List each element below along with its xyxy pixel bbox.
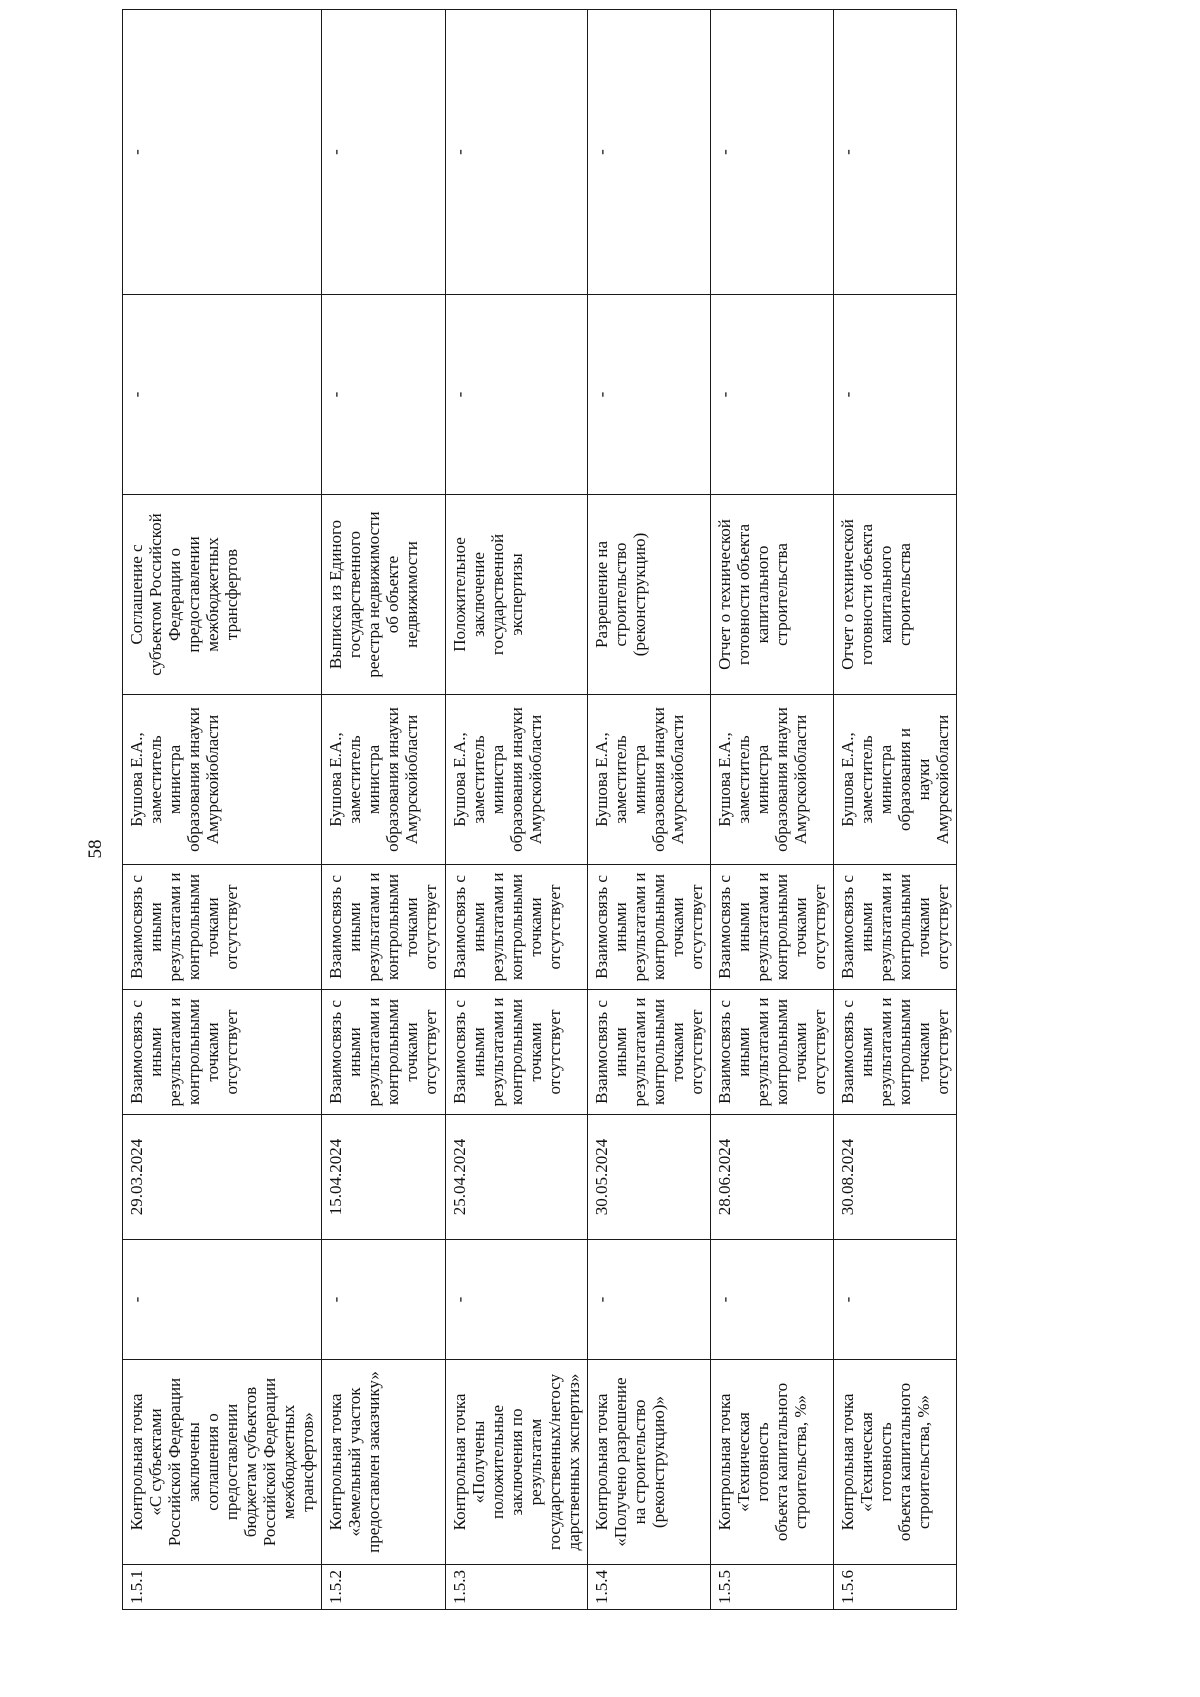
row-number-cell	[710, 1565, 833, 1610]
due-date-cell	[123, 1115, 322, 1240]
confirming-document: Соглашение с субъектом Российской Федерации о предоставлении межбюджетных трансфертов	[127, 513, 242, 676]
successors-cell	[710, 865, 833, 990]
base-value-cell	[123, 1240, 322, 1360]
responsible-person: Бушова Е.А., заместитель министра образования и науки Амурскойобласти	[838, 714, 953, 845]
notes-cell	[834, 10, 957, 295]
info-system-cell	[834, 295, 957, 495]
responsible-person: Бушова Е.А., заместитель министра образования инауки Амурскойобласти	[127, 707, 223, 852]
info-system: -	[326, 391, 346, 398]
due-date: 15.04.2024	[326, 1138, 346, 1216]
confirming-document-cell	[445, 495, 587, 695]
confirming-document-cell	[710, 495, 833, 695]
notes: -	[714, 149, 734, 155]
base-value-cell	[322, 1240, 445, 1360]
control-point-name-cell	[123, 1360, 322, 1565]
base-value: -	[591, 1296, 611, 1303]
control-point-name: Контрольная точка «Получено разрешение на строительство (реконструкцию)»	[591, 1377, 668, 1547]
table-row	[123, 10, 322, 1610]
notes: -	[449, 149, 469, 155]
responsible-person-cell	[123, 695, 322, 865]
confirming-document: Отчет о технической готовности объекта капитального строительства	[838, 519, 915, 670]
confirming-document-cell	[587, 495, 710, 695]
row-number-cell	[445, 1565, 587, 1610]
row-number: 1.5.2	[326, 1570, 346, 1604]
row-number-cell	[587, 1565, 710, 1610]
due-date: 30.08.2024	[838, 1138, 858, 1216]
confirming-document-cell	[834, 495, 957, 695]
control-point-name: Контрольная точка «Земельный участок предоставлен заказчику»	[326, 1371, 384, 1553]
table-row	[587, 10, 710, 1610]
successors-cell	[834, 865, 957, 990]
predecessors-cell	[322, 990, 445, 1115]
confirming-document: Выписка из Единого государственного реестра недвижимости об объекте недвижимости	[326, 511, 422, 678]
row-number: 1.5.3	[449, 1570, 469, 1604]
row-number: 1.5.5	[714, 1570, 734, 1604]
confirming-document-cell	[322, 495, 445, 695]
predecessors: Взаимосвязь с иными результатами и контрольными точками отсутствует	[326, 997, 441, 1107]
info-system: -	[838, 391, 858, 398]
due-date-cell	[710, 1115, 833, 1240]
base-value: -	[449, 1296, 469, 1303]
successors: Взаимосвязь с иными результатами и контрольными точками отсутствует	[838, 872, 953, 982]
control-point-name-cell	[834, 1360, 957, 1565]
predecessors-cell	[587, 990, 710, 1115]
due-date-cell	[445, 1115, 587, 1240]
notes: -	[127, 149, 146, 155]
info-system-cell	[322, 295, 445, 495]
notes-cell	[322, 10, 445, 295]
base-value: -	[838, 1296, 858, 1303]
due-date: 30.05.2024	[591, 1138, 611, 1216]
page-number: 58	[85, 839, 106, 859]
notes: -	[326, 149, 346, 155]
successors-cell	[123, 865, 322, 990]
predecessors-cell	[123, 990, 322, 1115]
confirming-document-cell	[123, 495, 322, 695]
control-point-name: Контрольная точка «Техническая готовность объекта капитального строительства, %»	[838, 1382, 934, 1542]
base-value-cell	[587, 1240, 710, 1360]
confirming-document: Разрешение на строительство (реконструкцию)	[591, 532, 649, 657]
info-system-cell	[710, 295, 833, 495]
confirming-document: Положительное заключение государственной экспертизы	[449, 533, 526, 656]
info-system: -	[591, 391, 611, 398]
predecessors-cell	[445, 990, 587, 1115]
info-system: -	[127, 391, 146, 398]
responsible-person-cell	[710, 695, 833, 865]
successors: Взаимосвязь с иными результатами и контрольными точками отсутствует	[449, 872, 564, 982]
base-value: -	[326, 1296, 346, 1303]
responsible-person: Бушова Е.А., заместитель министра образования инауки Амурскойобласти	[591, 707, 687, 852]
notes-cell	[445, 10, 587, 295]
info-system-cell	[445, 295, 587, 495]
notes-cell	[587, 10, 710, 295]
row-number-cell	[322, 1565, 445, 1610]
predecessors: Взаимосвязь с иными результатами и контрольными точками отсутствует	[127, 997, 242, 1107]
control-point-name-cell	[710, 1360, 833, 1565]
control-point-name: Контрольная точка «С субъектами Российской Федерации заключены соглашения о предоставлении бюджетам субъектов Российской Федерации межбюджетных трансфертов»	[127, 1377, 318, 1547]
table-row	[834, 10, 957, 1610]
control-point-name: Контрольная точка «Получены положительные заключения по результатам государственных/негосу дарственных экспертиз»	[449, 1373, 583, 1551]
successors-cell	[445, 865, 587, 990]
control-point-name-cell	[445, 1360, 587, 1565]
confirming-document: Отчет о технической готовности объекта капитального строительства	[714, 519, 791, 670]
successors: Взаимосвязь с иными результатами и контрольными точками отсутствует	[326, 872, 441, 982]
info-system-cell	[123, 295, 322, 495]
responsible-person-cell	[445, 695, 587, 865]
predecessors: Взаимосвязь с иными результатами и контрольными точками отсутствует	[714, 997, 830, 1107]
control-points-table	[122, 9, 957, 1610]
table-row	[322, 10, 445, 1610]
control-point-name: Контрольная точка «Техническая готовность объекта капитального строительства, %»	[714, 1382, 811, 1542]
base-value: -	[714, 1296, 734, 1303]
predecessors-cell	[834, 990, 957, 1115]
row-number: 1.5.6	[838, 1570, 858, 1604]
info-system: -	[449, 391, 469, 398]
table-row	[710, 10, 833, 1610]
base-value-cell	[834, 1240, 957, 1360]
responsible-person: Бушова Е.А., заместитель министра образования инауки Амурскойобласти	[449, 707, 545, 852]
info-system-cell	[587, 295, 710, 495]
due-date-cell	[322, 1115, 445, 1240]
due-date: 28.06.2024	[714, 1138, 734, 1216]
successors-cell	[322, 865, 445, 990]
notes-cell	[123, 10, 322, 295]
due-date-cell	[587, 1115, 710, 1240]
successors: Взаимосвязь с иными результатами и контрольными точками отсутствует	[714, 872, 830, 982]
row-number: 1.5.4	[591, 1570, 611, 1604]
notes: -	[591, 149, 611, 155]
row-number-cell	[834, 1565, 957, 1610]
base-value: -	[127, 1296, 146, 1303]
responsible-person: Бушова Е.А., заместитель министра образования инауки Амурскойобласти	[326, 707, 422, 852]
successors: Взаимосвязь с иными результатами и контрольными точками отсутствует	[127, 872, 242, 982]
responsible-person-cell	[322, 695, 445, 865]
predecessors-cell	[710, 990, 833, 1115]
info-system: -	[714, 391, 734, 398]
notes: -	[838, 149, 858, 155]
due-date-cell	[834, 1115, 957, 1240]
notes-cell	[710, 10, 833, 295]
control-point-name-cell	[322, 1360, 445, 1565]
successors: Взаимосвязь с иными результатами и контрольными точками отсутствует	[591, 872, 706, 982]
responsible-person-cell	[587, 695, 710, 865]
control-point-name-cell	[587, 1360, 710, 1565]
due-date: 25.04.2024	[449, 1138, 469, 1216]
due-date: 29.03.2024	[127, 1138, 146, 1216]
responsible-person: Бушова Е.А., заместитель министра образования инауки Амурскойобласти	[714, 707, 811, 852]
row-number: 1.5.1	[127, 1570, 146, 1604]
predecessors: Взаимосвязь с иными результатами и контрольными точками отсутствует	[449, 997, 564, 1107]
responsible-person-cell	[834, 695, 957, 865]
rotated-table-container	[122, 10, 1092, 1610]
table-row	[445, 10, 587, 1610]
base-value-cell	[710, 1240, 833, 1360]
predecessors: Взаимосвязь с иными результатами и контрольными точками отсутствует	[838, 997, 953, 1107]
predecessors: Взаимосвязь с иными результатами и контрольными точками отсутствует	[591, 997, 706, 1107]
successors-cell	[587, 865, 710, 990]
base-value-cell	[445, 1240, 587, 1360]
row-number-cell	[123, 1565, 322, 1610]
